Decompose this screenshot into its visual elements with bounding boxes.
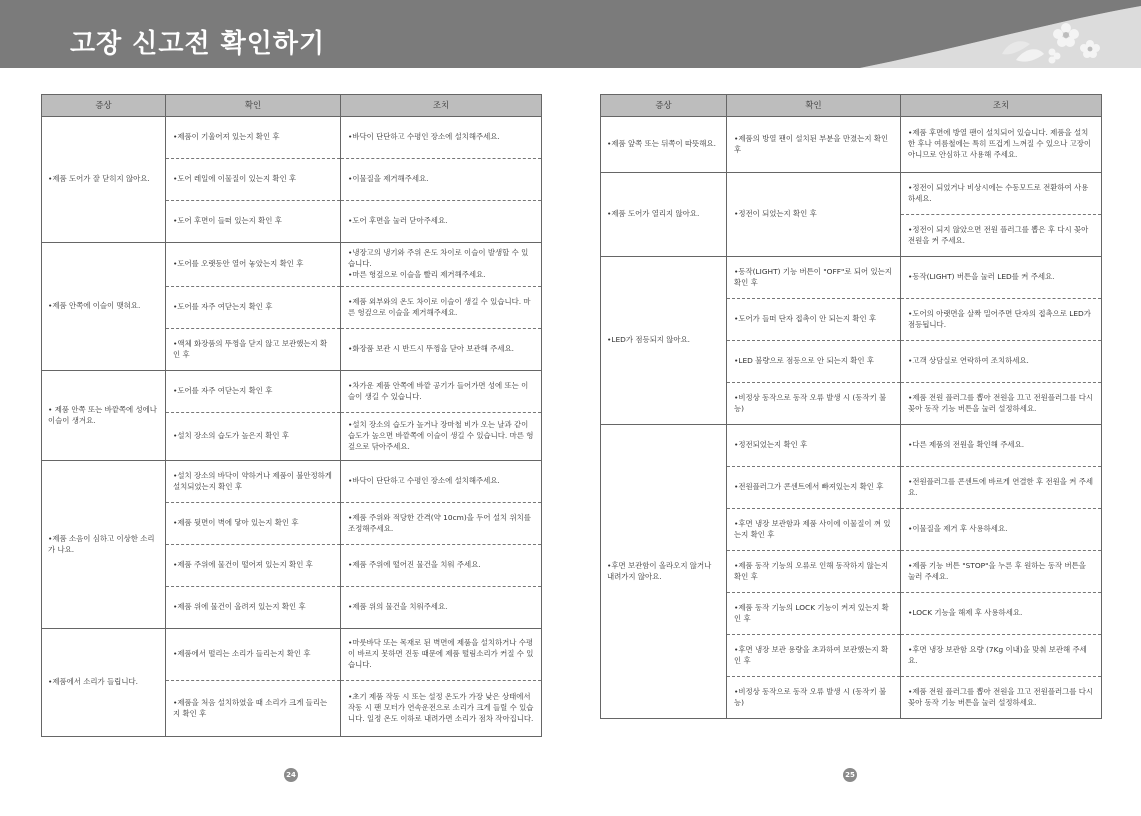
table-row — [601, 117, 1102, 173]
action-cell: •이물질을 제거해주세요. — [341, 159, 542, 201]
table-row — [601, 173, 1102, 215]
check-cell: •설치 장소의 습도가 높은지 확인 후 — [166, 413, 341, 461]
col-header-action: 조치 — [901, 95, 1102, 117]
symptom-cell: •제품 도어가 잘 닫히지 않아요. — [42, 117, 166, 243]
action-cell: •차가운 제품 안쪽에 바깥 공기가 들어가면 성에 또는 이슬이 생길 수 있습니다. — [341, 371, 542, 413]
col-header-symptom: 증상 — [601, 95, 727, 117]
check-cell: •도어 후면이 들떠 있는지 확인 후 — [166, 201, 341, 243]
table-row — [42, 371, 542, 413]
check-cell: •제품 동작 기능의 LOCK 기능이 켜져 있는지 확인 후 — [727, 593, 901, 635]
check-cell: •제품 주위에 물건이 떨어져 있는지 확인 후 — [166, 545, 341, 587]
action-cell: •이물질을 제거 후 사용하세요. — [901, 509, 1102, 551]
action-cell: •바닥이 단단하고 수평인 장소에 설치해주세요. — [341, 461, 542, 503]
check-cell: •도어가 들떠 단자 접촉이 안 되는지 확인 후 — [727, 299, 901, 341]
page-number-right: 25 — [843, 768, 857, 782]
table-row — [42, 629, 542, 681]
page-header — [0, 0, 1141, 68]
action-cell: •전원플러그를 콘센트에 바르게 연결한 후 전원을 켜 주세요. — [901, 467, 1102, 509]
action-cell: •제품 전원 플러그를 뽑아 전원을 끄고 전원플러그를 다시 꽂아 동작 기능 버튼을 눌러 설정하세요. — [901, 383, 1102, 425]
check-cell: •제품의 방열 팬이 설치된 부분을 만졌는지 확인 후 — [727, 117, 901, 173]
table-header-row — [601, 95, 1102, 117]
col-header-check: 확인 — [727, 95, 901, 117]
symptom-cell: • 제품 안쪽 또는 바깥쪽에 성에나 이슬이 생겨요. — [42, 371, 166, 461]
col-header-symptom: 증상 — [42, 95, 166, 117]
action-cell: •바닥이 단단하고 수평인 장소에 설치해주세요. — [341, 117, 542, 159]
check-cell: •설치 장소의 바닥이 약하거나 제품이 불안정하게 설치되었는지 확인 후 — [166, 461, 341, 503]
table-row — [42, 117, 542, 159]
check-cell: •도어를 오랫동안 열어 놓았는지 확인 후 — [166, 243, 341, 287]
page-number-left: 24 — [284, 768, 298, 782]
table-row — [601, 257, 1102, 299]
table-row — [42, 461, 542, 503]
check-cell: •동작(LIGHT) 기능 버튼이 "OFF"로 되어 있는지 확인 후 — [727, 257, 901, 299]
check-cell: •전원플러그가 콘센트에서 빠져있는지 확인 후 — [727, 467, 901, 509]
action-cell: •제품 후면에 방열 팬이 설치되어 있습니다. 제품을 설치한 후나 여름철에는 특히 뜨겁게 느껴질 수 있으나 고장이 아니므로 안심하고 사용해 주세요. — [901, 117, 1102, 173]
action-cell: •다른 제품의 전원을 확인해 주세요. — [901, 425, 1102, 467]
symptom-cell: •제품 앞쪽 또는 뒤쪽이 따뜻해요. — [601, 117, 727, 173]
action-cell: •제품 외부와의 온도 차이로 이슬이 생길 수 있습니다. 마른 헝겊으로 이슬을 제거해주세요. — [341, 287, 542, 329]
check-cell: •제품을 처음 설치하였을 때 소리가 크게 들리는지 확인 후 — [166, 681, 341, 737]
action-cell: •도어 후면을 눌러 닫아주세요. — [341, 201, 542, 243]
check-cell: •도어 레일에 이물질이 있는지 확인 후 — [166, 159, 341, 201]
action-cell: •정전이 되지 않았으면 전원 플러그를 뽑은 후 다시 꽂아 전원을 켜 주세요. — [901, 215, 1102, 257]
table-row — [42, 243, 542, 287]
table-row — [601, 425, 1102, 467]
symptom-cell: •제품 안쪽에 이슬이 맺혀요. — [42, 243, 166, 371]
check-cell: •후면 냉장 보관함과 제품 사이에 이물질이 껴 있는지 확인 후 — [727, 509, 901, 551]
flower-leaf-logo-icon — [998, 14, 1102, 66]
action-cell: •도어의 아랫면을 살짝 밀어주면 단자의 접촉으로 LED가 점등됩니다. — [901, 299, 1102, 341]
action-cell: •정전이 되었거나 비상시에는 수동모드로 전환하여 사용하세요. — [901, 173, 1102, 215]
action-cell: •후면 냉장 보관함 요량 (7Kg 이내)을 맞춰 보관해 주세요. — [901, 635, 1102, 677]
action-cell: •냉장고의 냉기와 주위 온도 차이로 이슬이 발생할 수 있습니다. •마른 헝겊으로 이슬을 빨리 제거해주세요. — [341, 243, 542, 287]
action-cell: •제품 주위와 적당한 간격(약 10cm)을 두어 설치 위치를 조정해주세요. — [341, 503, 542, 545]
troubleshoot-table-right — [600, 94, 1102, 719]
check-cell: •LED 불량으로 점등으로 안 되는지 확인 후 — [727, 341, 901, 383]
check-cell: •후면 냉장 보관 용량을 초과하여 보관했는지 확인 후 — [727, 635, 901, 677]
table-header-row — [42, 95, 542, 117]
action-cell: •제품 전원 플러그를 뽑아 전원을 끄고 전원플러그를 다시 꽂아 동작 기능 버튼을 눌러 설정하세요. — [901, 677, 1102, 719]
check-cell: •제품 위에 물건이 올려져 있는지 확인 후 — [166, 587, 341, 629]
action-cell: •제품 기능 버튼 "STOP"을 누른 후 원하는 동작 버튼을 눌러 주세요. — [901, 551, 1102, 593]
action-cell: •마룻바닥 또는 목재로 된 벽면에 제품을 설치하거나 수평이 바르지 못하면 진동 때문에 제품 떨림소리가 커질 수 있습니다. — [341, 629, 542, 681]
troubleshoot-table-left — [41, 94, 542, 737]
symptom-cell: •제품 소음이 심하고 이상한 소리가 나요. — [42, 461, 166, 629]
action-cell: •고객 상담실로 연락하여 조치하세요. — [901, 341, 1102, 383]
page-title: 고장 신고전 확인하기 — [70, 29, 326, 59]
check-cell: •도어를 자주 여닫는지 확인 후 — [166, 287, 341, 329]
action-cell: •동작(LIGHT) 버튼을 눌러 LED를 켜 주세요. — [901, 257, 1102, 299]
check-cell: •액체 화장품의 뚜껑을 닫지 않고 보관했는지 확인 후 — [166, 329, 341, 371]
symptom-cell: •제품에서 소리가 들립니다. — [42, 629, 166, 737]
action-cell: •화장품 보관 시 반드시 뚜껑을 닫아 보관해 주세요. — [341, 329, 542, 371]
check-cell: •도어를 자주 여닫는지 확인 후 — [166, 371, 341, 413]
check-cell: •제품이 기울어져 있는지 확인 후 — [166, 117, 341, 159]
check-cell: •정전이 되었는지 확인 후 — [727, 173, 901, 257]
check-cell: •제품 뒷면이 벽에 닿아 있는지 확인 후 — [166, 503, 341, 545]
symptom-cell: •후면 보관함이 올라오지 않거나 내려가지 않아요. — [601, 425, 727, 719]
check-cell: •제품에서 떨리는 소리가 들리는지 확인 후 — [166, 629, 341, 681]
col-header-action: 조치 — [341, 95, 542, 117]
action-cell: •제품 주위에 떨어진 물건을 치워 주세요. — [341, 545, 542, 587]
check-cell: •비정상 동작으로 동작 오류 발생 시 (동작키 불능) — [727, 383, 901, 425]
symptom-cell: •제품 도어가 열리지 않아요. — [601, 173, 727, 257]
symptom-cell: •LED가 점등되지 않아요. — [601, 257, 727, 425]
action-cell: •LOCK 기능을 해제 후 사용하세요. — [901, 593, 1102, 635]
action-cell: •제품 위의 물건을 치워주세요. — [341, 587, 542, 629]
check-cell: •제품 동작 기능의 오류로 인해 동작하지 않는지 확인 후 — [727, 551, 901, 593]
action-cell: •설치 장소의 습도가 높거나 장마철 비가 오는 날과 같이 습도가 높으면 바깥쪽에 이슬이 생길 수 있습니다. 마른 헝겊으로 닦아주세요. — [341, 413, 542, 461]
check-cell: •비정상 동작으로 동작 오류 발생 시 (동작키 불능) — [727, 677, 901, 719]
check-cell: •정전되었는지 확인 후 — [727, 425, 901, 467]
action-cell: •초기 제품 작동 시 또는 설정 온도가 가장 낮은 상태에서 작동 시 팬 모터가 연속운전으로 소리가 크게 들릴 수 있습니다. 일정 온도 이하로 내려가면 소리가 점차 작아집니다. — [341, 681, 542, 737]
col-header-check: 확인 — [166, 95, 341, 117]
